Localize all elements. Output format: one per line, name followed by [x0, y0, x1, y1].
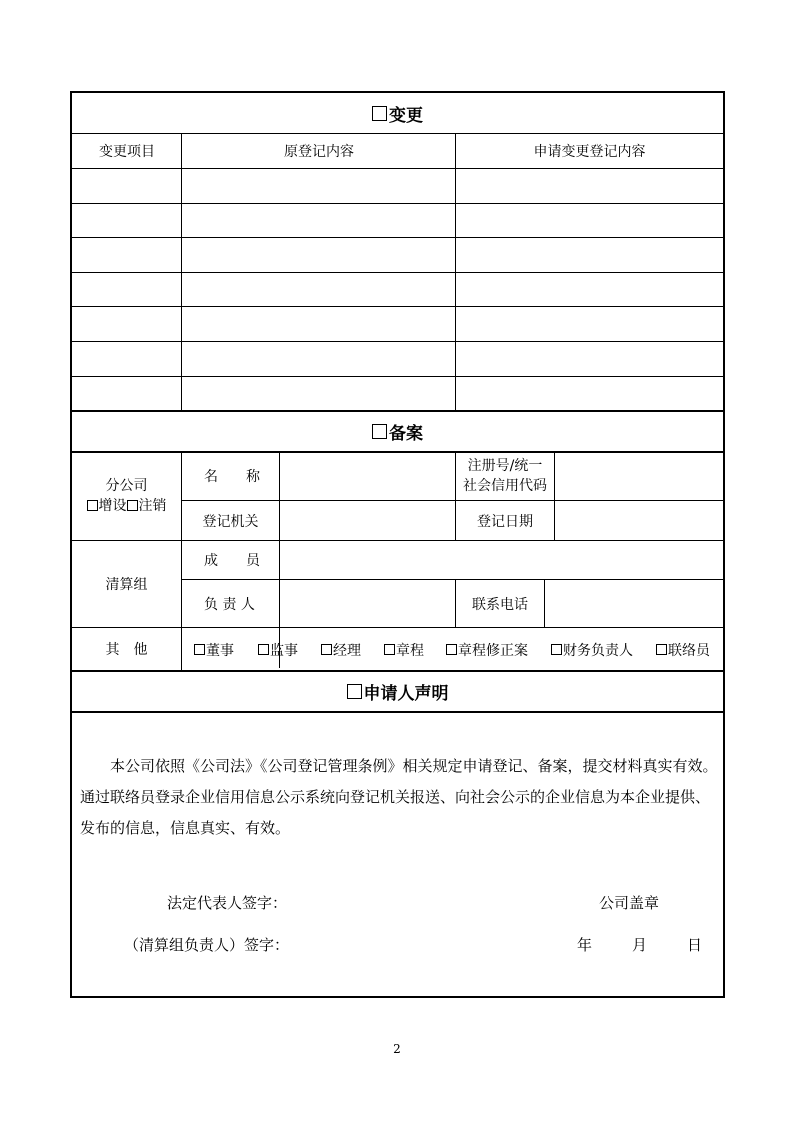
- members-label: 成 员: [204, 553, 260, 569]
- date-year-label: 年: [577, 936, 593, 954]
- col-header-change-item: 变更项目: [99, 143, 155, 160]
- manager-checkbox[interactable]: [321, 644, 332, 655]
- filing-checkbox[interactable]: [372, 424, 387, 439]
- reg-date-label: 登记日期: [477, 513, 533, 530]
- col-header-new-content: 申请变更登记内容: [533, 143, 646, 160]
- finance-head-label: 财务负责人: [563, 642, 633, 659]
- change-row[interactable]: [72, 341, 723, 376]
- page-number: 2: [393, 1042, 401, 1056]
- change-title-text: 变更: [389, 105, 423, 126]
- change-row[interactable]: [72, 168, 723, 203]
- phone-label: 联系电话: [472, 596, 528, 613]
- other-option-manager[interactable]: [321, 628, 361, 671]
- legal-rep-signature-label: 法定代表人签字：: [167, 894, 288, 912]
- reg-date-field[interactable]: [555, 501, 723, 540]
- head-field[interactable]: [280, 580, 455, 627]
- change-row[interactable]: [72, 203, 723, 237]
- branch-add-label: 增设: [98, 498, 127, 514]
- liaison-checkbox[interactable]: [656, 644, 667, 655]
- branch-add-checkbox[interactable]: [87, 500, 98, 511]
- branch-cancel-label: 注销: [138, 498, 167, 514]
- other-options: [182, 628, 723, 671]
- manager-label: 经理: [333, 642, 361, 659]
- head-label: 负 责 人: [204, 596, 255, 613]
- other-option-director[interactable]: [194, 628, 234, 671]
- director-label: 董事: [206, 642, 234, 659]
- reg-authority-field[interactable]: [280, 501, 455, 540]
- company-seal-label: 公司盖章: [599, 894, 660, 912]
- change-row[interactable]: [72, 376, 723, 410]
- filing-section-title: [72, 411, 723, 451]
- branch-label-text: 分公司: [105, 478, 148, 494]
- members-field[interactable]: [280, 541, 723, 579]
- other-label: 其 他: [105, 642, 148, 658]
- liquidation-head-signature-label: （清算组负责人）签字：: [124, 936, 290, 954]
- name-field[interactable]: [280, 452, 455, 500]
- change-checkbox[interactable]: [372, 106, 387, 121]
- application-form: [70, 91, 725, 998]
- other-option-articles[interactable]: [384, 628, 424, 671]
- other-option-supervisor[interactable]: [258, 628, 298, 671]
- change-row[interactable]: [72, 306, 723, 341]
- reg-authority-label: 登记机关: [202, 513, 259, 530]
- regno-field[interactable]: [555, 452, 723, 500]
- change-section-title: [72, 93, 723, 133]
- date-day-label: 日: [687, 936, 703, 954]
- finance-head-checkbox[interactable]: [551, 644, 562, 655]
- branch-options: [87, 496, 167, 516]
- supervisor-label: 监事: [270, 642, 298, 659]
- name-label: 名 称: [204, 469, 260, 485]
- filing-title-text: 备案: [389, 423, 423, 444]
- declaration-paragraph: 本公司依照《公司法》《公司登记管理条例》相关规定申请登记、备案，提交材料真实有效。通过联络员登录企业信用信息公示系统向登记机关报送、向社会公示的企业信息为本企业提供、发布的信息，信息真实、有效。: [80, 757, 718, 837]
- articles-amendment-checkbox[interactable]: [446, 644, 457, 655]
- date-month-label: 月: [632, 936, 648, 954]
- regno-label-line1: 注册号/统一: [467, 458, 543, 474]
- liquidation-group-label: 清算组: [105, 577, 148, 593]
- phone-field[interactable]: [545, 580, 723, 627]
- change-row[interactable]: [72, 272, 723, 306]
- articles-amendment-label: 章程修正案: [458, 642, 528, 659]
- declaration-title-text: 申请人声明: [363, 683, 449, 704]
- regno-label-line2: 社会信用代码: [463, 478, 547, 494]
- other-option-articles-amendment[interactable]: [446, 628, 528, 671]
- regno-label: [456, 452, 554, 500]
- declaration-checkbox[interactable]: [347, 684, 362, 699]
- supervisor-checkbox[interactable]: [258, 644, 269, 655]
- branch-cancel-checkbox[interactable]: [127, 500, 138, 511]
- director-checkbox[interactable]: [194, 644, 205, 655]
- articles-checkbox[interactable]: [384, 644, 395, 655]
- articles-label: 章程: [396, 642, 424, 659]
- change-row[interactable]: [72, 237, 723, 272]
- other-option-liaison[interactable]: [656, 628, 710, 671]
- liaison-label: 联络员: [668, 642, 710, 659]
- other-option-finance-head[interactable]: [551, 628, 633, 671]
- declaration-section-title: [72, 671, 723, 711]
- branch-label: [72, 452, 181, 540]
- col-header-original-content: 原登记内容: [284, 143, 354, 160]
